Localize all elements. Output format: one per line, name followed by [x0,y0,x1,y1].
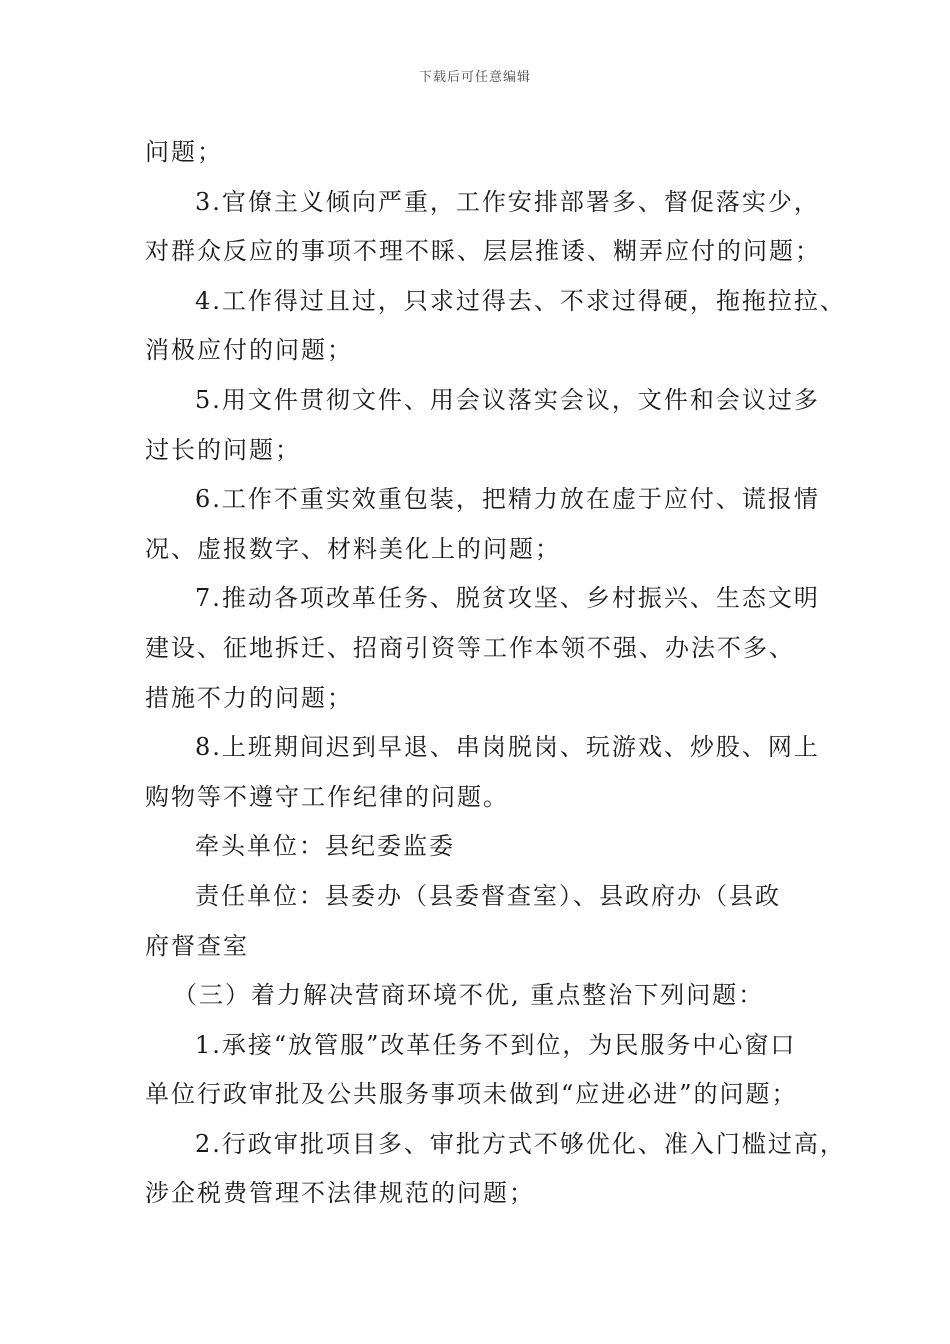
paragraph [145,872,825,971]
text-line: 过长的问题； [145,435,301,464]
text-line: 涉企税费管理不法律规范的问题； [145,1179,535,1208]
text-line: 牵头单位：县纪委监委 [195,832,455,861]
paragraph [145,475,825,574]
text-line: 问题； [145,138,223,166]
text-line: 单位行政审批及公共服务事项未做到“应进必进”的问题； [145,1080,798,1109]
paragraph [145,723,825,822]
text-line: 6.工作不重实效重包装，把精力放在虚于应付、谎报情 [195,485,820,514]
text-line: 责任单位：县委办（县委督查室）、县政府办（县政 [195,881,781,910]
text-line: 1.承接“放管服”改革任务不到位，为民服务中心窗口 [195,1030,797,1059]
paragraph [145,822,825,872]
text-line: 建设、征地拆迁、招商引资等工作本领不强、办法不多、 [145,633,795,662]
document-body [145,128,846,1219]
page-header-note: 下载后可任意编辑 [418,70,531,85]
text-line: 消极应付的问题； [145,336,353,365]
text-line: 8.上班期间迟到早退、串岗脱岗、玩游戏、炒股、网上 [195,733,820,762]
text-line: 5.用文件贯彻文件、用会议落实会议，文件和会议过多 [195,385,820,414]
paragraph [145,971,825,1021]
paragraph [145,1120,846,1219]
text-line: 府督查室 [145,931,249,960]
text-line: 对群众反应的事项不理不睬、层层推诿、糊弄应付的问题； [145,237,821,266]
paragraph [145,128,825,178]
text-line: 2.行政审批项目多、审批方式不够优化、准入门槛过高， [195,1129,846,1158]
paragraph [145,574,825,723]
paragraph [145,376,825,475]
text-line: 况、虚报数字、材料美化上的问题； [145,534,561,563]
paragraph [145,178,825,277]
text-line: 7.推动各项改革任务、脱贫攻坚、乡村振兴、生态文明 [195,584,820,613]
text-line: 4.工作得过且过，只求过得去、不求过得硬，拖拖拉拉、 [195,286,846,315]
paragraph [145,277,846,376]
text-line: 购物等不遵守工作纪律的问题。 [145,782,509,811]
paragraph [145,1021,825,1120]
text-line: 3.官僚主义倾向严重，工作安排部署多、督促落实少， [195,187,820,216]
text-line: 措施不力的问题； [145,683,353,712]
text-line: （三）着力解决营商环境不优, 重点整治下列问题： [173,981,765,1010]
